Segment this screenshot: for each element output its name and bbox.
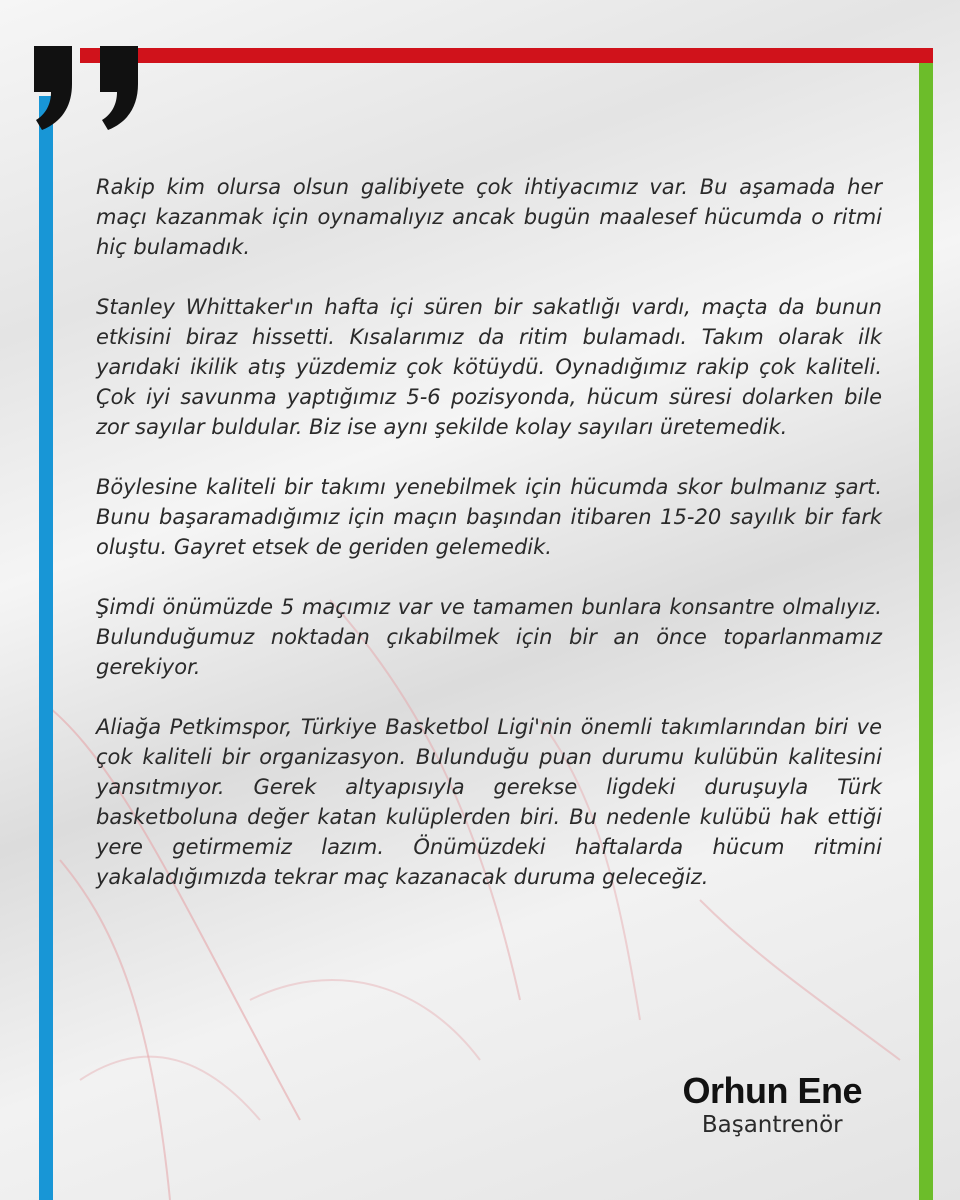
top-accent-bar — [80, 48, 933, 63]
right-accent-bar — [919, 63, 933, 1200]
paragraph: Şimdi önümüzde 5 maçımız var ve tamamen bunlara konsantre olmalıyız. Bulunduğumuz noktadan çıkabilmek için bir an önce toparlanmamız gerekiyor. — [96, 595, 882, 679]
paragraph: Stanley Whittaker'ın hafta içi süren bir sakatlığı vardı, maçta da bunun etkisini biraz hissetti. Kısalarımız da ritim bulamadı. Takım olarak ilk yarıdaki ikilik atış yüzdemiz çok kötüydü. Oynadığımız rakip çok kaliteli. Çok iyi savunma yaptığımız 5-6 pozisyonda, hücum süresi dolarken bile zor sayılar buldular. Biz ise aynı şekilde kolay sayıları üretemedik. — [96, 295, 882, 439]
paragraph: Aliağa Petkimspor, Türkiye Basketbol Ligi'nin önemli takımlarından biri ve çok kaliteli bir organizasyon. Bulunduğu puan durumu kulübün kalitesini yansıtmıyor. Gerek altyapısıyla gerekse ligdeki duruşuyla Türk basketboluna değer katan kulüplerden biri. Bu nedenle kulübü hak ettiği yere getirmemiz lazım. Önümüzdeki haftalarda hücum ritmini yakaladığımızda tekrar maç kazanacak duruma geleceğiz. — [96, 715, 882, 889]
signature-title: Başantrenör — [701, 1112, 843, 1138]
signature-name: Orhun Ene — [682, 1070, 862, 1111]
statement-text — [96, 172, 882, 922]
closing-quote-icon — [34, 46, 144, 130]
paragraph: Böylesine kaliteli bir takımı yenebilmek için hücumda skor bulmanız şart. Bunu başaramadığımız için maçın başından itibaren 15-20 sayılık bir fark oluştu. Gayret etsek de geriden gelemedik. — [96, 475, 882, 559]
left-accent-bar — [39, 96, 53, 1200]
paragraph: Rakip kim olursa olsun galibiyete çok ihtiyacımız var. Bu aşamada her maçı kazanmak için oynamalıyız ancak bugün maalesef hücumda o ritmi hiç bulamadık. — [96, 175, 882, 259]
signature-block — [682, 1070, 862, 1138]
